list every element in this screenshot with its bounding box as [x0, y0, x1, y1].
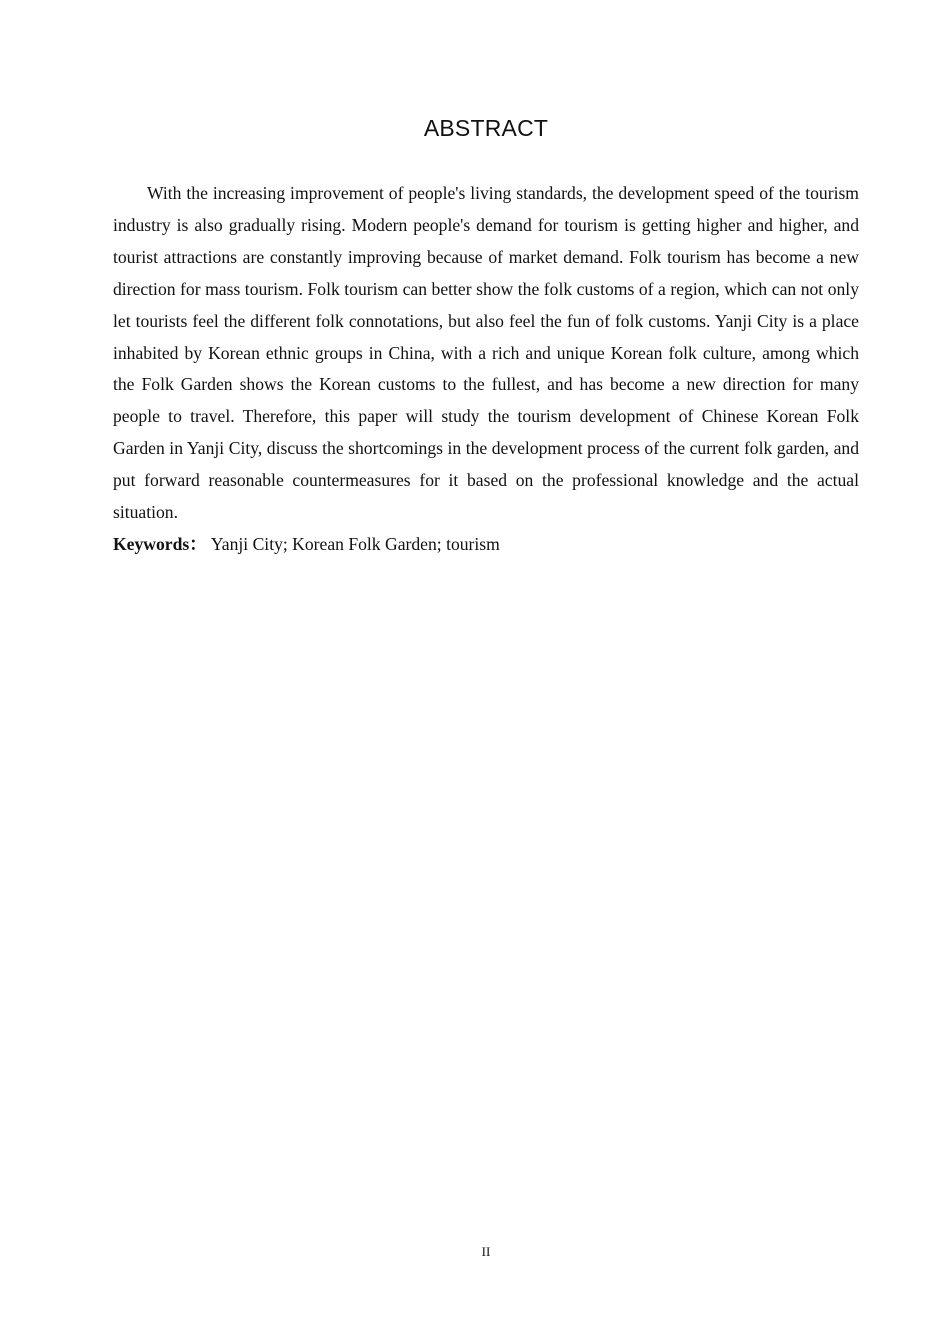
keywords-label: Keywords — [113, 534, 190, 554]
page-number: II — [481, 1244, 491, 1259]
keywords-line — [113, 529, 859, 561]
keywords-separator: ： — [189, 534, 207, 554]
keywords-value: Yanji City; Korean Folk Garden; tourism — [210, 534, 500, 554]
abstract-paragraph: With the increasing improvement of people's living standards, the development speed of the tourism industry is also gradually rising. Modern people's demand for tourism is getting higher and higher, and tourist attractions are constantly improving because of market demand. Folk tourism has become a new direction for mass tourism. Folk tourism can better show the folk customs of a region, which can not only let tourists feel the different folk connotations, but also feel the fun of folk customs. Yanji City is a place inhabited by Korean ethnic groups in China, with a rich and unique Korean folk culture, among which the Folk Garden shows the Korean customs to the fullest, and has become a new direction for many people to travel. Therefore, this paper will study the tourism development of Chinese Korean Folk Garden in Yanji City, discuss the shortcomings in the development process of the current folk garden, and put forward reasonable countermeasures for it based on the professional knowledge and the actual situation. — [113, 183, 859, 523]
abstract-title: ABSTRACT — [423, 115, 549, 141]
